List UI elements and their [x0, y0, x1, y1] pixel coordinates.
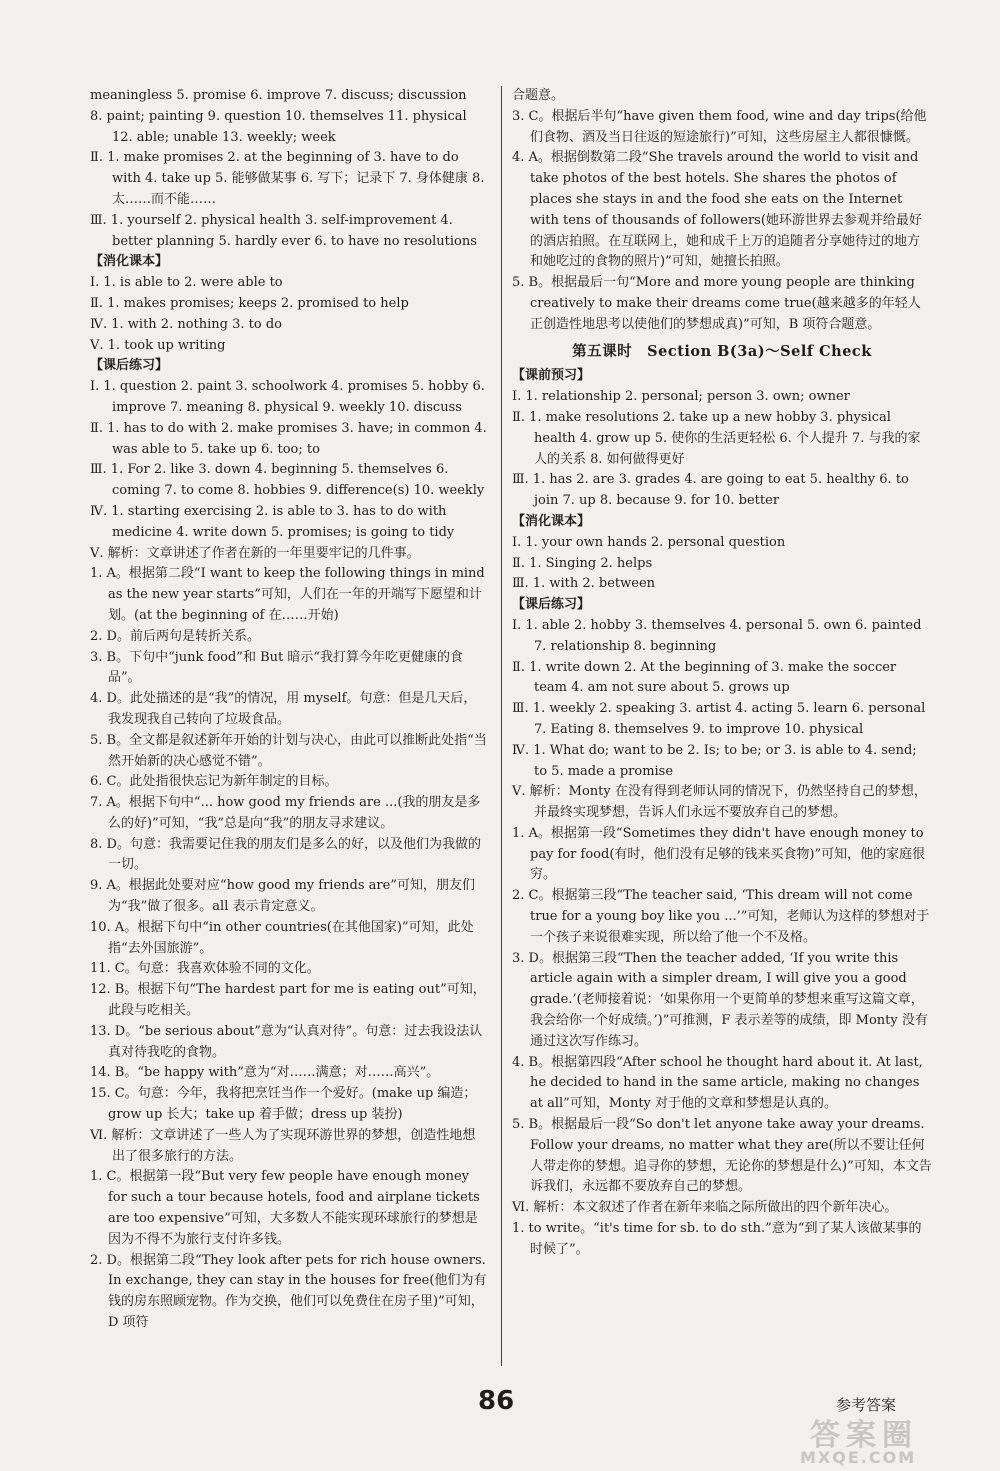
lesson-title: 第五课时 Section B(3a)～Self Check — [572, 342, 872, 360]
answer-line: 8. D。句意：我需要记住我的朋友们是多么的好，以及他们为我做的一切。 — [90, 836, 481, 873]
answer-line: 5. B。根据最后一段“So don't let anyone take away your dreams. Follow your dreams, no matter what they are(所以不要让任何人带走你的梦想。追寻你的梦想，无论你的梦想是什么)”可知，本文告诉我们，永远都不要放弃自己的梦想。 — [512, 1117, 932, 1195]
right-column-continuation — [512, 86, 932, 336]
answer-line: 3. B。下句中“junk food”和 But 暗示“我打算今年吃更健康的食品”。 — [90, 649, 464, 686]
watermark-logo — [800, 1410, 980, 1468]
answer-line: Ⅴ. 解析：Monty 在没有得到老师认同的情况下，仍然坚持自己的梦想，并最终实现梦想，告诉人们永远不要放弃自己的梦想。 — [512, 784, 927, 821]
answer-line: 10. A。根据下句中“in other countries(在其他国家)”可知，此处指“去外国旅游”。 — [90, 919, 474, 956]
answer-line: Ⅵ. 解析：文章讲述了一些人为了实现环游世界的梦想，创造性地想出了很多旅行的方法。 — [90, 1127, 476, 1164]
answer-line: 4. D。此处描述的是“我”的情况，用 myself。句意：但是几天后，我发现我自己转向了垃圾食品。 — [90, 691, 477, 727]
section-heading: 【课前预习】 — [512, 368, 591, 384]
answer-line: 13. D。“be serious about”意为“认真对待”。句意：过去我设法认真对待我吃的食物。 — [90, 1023, 483, 1060]
answer-line: Ⅴ. 1. took up writing — [90, 337, 226, 353]
answer-line: Ⅲ. 1. weekly 2. speaking 3. artist 4. acting 5. learn 6. personal 7. Eating 8. themselves 9. to improve 10. physical — [512, 701, 926, 737]
answer-line: 7. A。根据下句中“... how good my friends are ...(我的朋友是多么的好)”可知，“我”总是向“我”的朋友寻求建议。 — [90, 795, 481, 831]
answer-line: 2. C。根据第三段“The teacher said, ‘This dream will not come true for a young boy like you ...’”可知，老师认为这样的梦想对于一个孩子来说很难实现，所以给了他一个不及格。 — [512, 888, 930, 945]
footer-label: 参考答案 — [836, 1396, 897, 1414]
answer-line: Ⅰ. 1. relationship 2. personal; person 3. own; owner — [512, 389, 850, 405]
answer-line: 4. A。根据倒数第二段“She travels around the world to visit and take photos of the best hotels. She shares the photos of places she stays in and the food she eats on the Internet with tens of thousands of followers(她环游世界去参观并给最好的酒店拍照。在互联网上，她和成千上万的追随者分享她待过的地方和她吃过的食物的照片)”可知，她擅长拍照。 — [512, 150, 922, 270]
answer-line: Ⅱ. 1. makes promises; keeps 2. promised to help — [90, 295, 409, 311]
answer-line: 12. B。根据下句“The hardest part for me is eating out”可知，此段与吃相关。 — [90, 982, 486, 1019]
watermark-top: 答案圈 — [810, 1418, 918, 1453]
answer-line: 1. to write。“it's time for sb. to do sth.”意为“到了某人该做某事的时候了”。 — [512, 1221, 922, 1257]
answer-line: 1. A。根据第一段“Sometimes they didn't have enough money to pay for food(有时，他们没有足够的钱来买食物)”可知，他的家庭很穷。 — [512, 825, 926, 883]
left-column — [90, 86, 488, 1334]
answer-line: Ⅵ. 解析：本文叙述了作者在新年来临之际所做出的四个新年决心。 — [512, 1200, 898, 1216]
page-number: 86 — [478, 1386, 515, 1416]
right-column — [512, 86, 932, 1261]
answer-line: 15. C。句意：今年，我将把烹饪当作一个爱好。(make up 编造；grow up 长大；take up 着手做；dress up 装扮) — [90, 1086, 477, 1123]
section-heading: 【消化课本】 — [512, 513, 591, 529]
answer-line: 1. A。根据第二段“I want to keep the following things in mind as the new year starts”可知，人们在一年的开端写下愿望和计划。(at the beginning of 在……开始) — [90, 566, 485, 623]
answer-line: Ⅱ. 1. has to do with 2. make promises 3. have; in common 4. was able to 5. take up 6. too; to — [90, 420, 487, 457]
answer-line: Ⅰ. 1. your own hands 2. personal question — [512, 534, 786, 550]
section-heading: 【课后练习】 — [512, 597, 591, 613]
answer-line: 2. D。根据第二段“They look after pets for rich house owners. In exchange, they can stay in the houses for free(他们为有钱的房东照顾宠物。作为交换，他们可以免费住在房子里)”可知，D 项符 — [90, 1252, 487, 1331]
answer-line: Ⅲ. 1. For 2. like 3. down 4. beginning 5. themselves 6. coming 7. to come 8. hobbies 9. difference(s) 10. weekly — [90, 462, 485, 499]
answer-line: 1. C。根据第一段“But very few people have enough money for such a tour because hotels, food and airplane tickets are too expensive”可知，大多数人不能实现环球旅行的梦想是因为不得不为旅行支付许多钱。 — [90, 1169, 480, 1247]
answer-line: 8. paint; painting 9. question 10. themselves 11. physical 12. able; unable 13. weekly; week — [90, 108, 467, 145]
answer-line: 9. A。根据此处要对应“how good my friends are”可知，朋友们为“我”做了很多。all 表示肯定意义。 — [90, 878, 475, 915]
answer-line: 5. B。全文都是叙述新年开始的计划与决心，由此可以推断此处指“当然开始新的决心感觉不错”。 — [90, 732, 487, 769]
answer-line: 4. B。根据第四段“After school he thought hard about it. At last, he decided to hand in the same article, making no changes at all”可知，Monty 对于他的文章和梦想是认真的。 — [512, 1054, 923, 1112]
answer-line: Ⅰ. 1. is able to 2. were able to — [90, 275, 283, 291]
answer-line: Ⅳ. 1. with 2. nothing 3. to do — [90, 316, 282, 332]
answer-line: Ⅰ. 1. able 2. hobby 3. themselves 4. personal 5. own 6. painted 7. relationship 8. beginning — [512, 617, 922, 654]
answer-line: 6. C。此处指很快忘记为新年制定的目标。 — [90, 774, 338, 790]
answer-line: 3. D。根据第三段“Then the teacher added, ‘If you write this article again with a simpler dream, I will give you a good grade.’(老师接着说：‘如果你用一个更简单的梦想来重写这篇文章，我会给你一个好成绩。’)”可推测，F 表示差等的成绩，即 Monty 没有通过这次写作练习。 — [512, 950, 928, 1049]
answer-line: 2. D。前后两句是转折关系。 — [90, 628, 260, 644]
answer-line: Ⅲ. 1. has 2. are 3. grades 4. are going to eat 5. healthy 6. to join 7. up 8. because 9. for 10. better — [512, 472, 909, 509]
answer-line: 5. B。根据最后一句“More and more young people are thinking creatively to make their dreams come true(越来越多的年轻人正创造性地思考以使他们的梦想成真)”可知，B 项符合题意。 — [512, 275, 921, 332]
answer-line: Ⅰ. 1. question 2. paint 3. schoolwork 4. promises 5. hobby 6. improve 7. meaning 8. physical 9. weekly 10. discuss — [90, 379, 485, 415]
section-heading: 【消化课本】 — [90, 254, 169, 270]
column-divider — [501, 86, 502, 1366]
answer-line: Ⅳ. 1. starting exercising 2. is able to 3. has to do with medicine 4. write down 5. promises; is going to tidy — [90, 503, 455, 540]
answer-line: Ⅱ. 1. make resolutions 2. take up a new hobby 3. physical health 4. grow up 5. 使你的生活更轻松 6. 个人提升 7. 与我的家人的关系 8. 如何做得更好 — [512, 409, 921, 467]
answer-line: 合题意。 — [512, 88, 565, 103]
answer-line: 14. B。“be happy with”意为“对……满意；对……高兴”。 — [90, 1065, 440, 1081]
answer-line: 3. C。根据后半句“have given them food, wine and day trips(给他们食物、酒及当日往返的短途旅行)”可知，这些房屋主人都很慷慨。 — [512, 108, 927, 145]
right-column-body — [512, 366, 932, 1260]
answer-line: Ⅱ. 1. make promises 2. at the beginning of 3. have to do with 4. take up 5. 能够做某事 6. 写下；记录下 7. 身体健康 8. 太……而不能…… — [90, 150, 485, 207]
answer-line: Ⅴ. 解析：文章讲述了作者在新的一年里要牢记的几件事。 — [90, 545, 420, 561]
watermark-bottom: MXQE.COM — [800, 1448, 917, 1467]
answer-line: meaningless 5. promise 6. improve 7. discuss; discussion — [90, 88, 467, 103]
answer-line: Ⅱ. 1. write down 2. At the beginning of 3. make the soccer team 4. am not sure about 5. grows up — [512, 659, 897, 696]
answer-line: Ⅲ. 1. with 2. between — [512, 576, 656, 592]
answer-line: Ⅲ. 1. yourself 2. physical health 3. self-improvement 4. better planning 5. hardly ever 6. to have no resolutions — [90, 212, 477, 249]
answer-line: Ⅳ. 1. What do; want to be 2. Is; to be; or 3. is able to 4. send; to 5. made a promise — [512, 742, 917, 779]
section-heading: 【课后练习】 — [90, 358, 169, 374]
answer-line: Ⅱ. 1. Singing 2. helps — [512, 555, 653, 571]
answer-line: 11. C。句意：我喜欢体验不同的文化。 — [90, 961, 320, 977]
